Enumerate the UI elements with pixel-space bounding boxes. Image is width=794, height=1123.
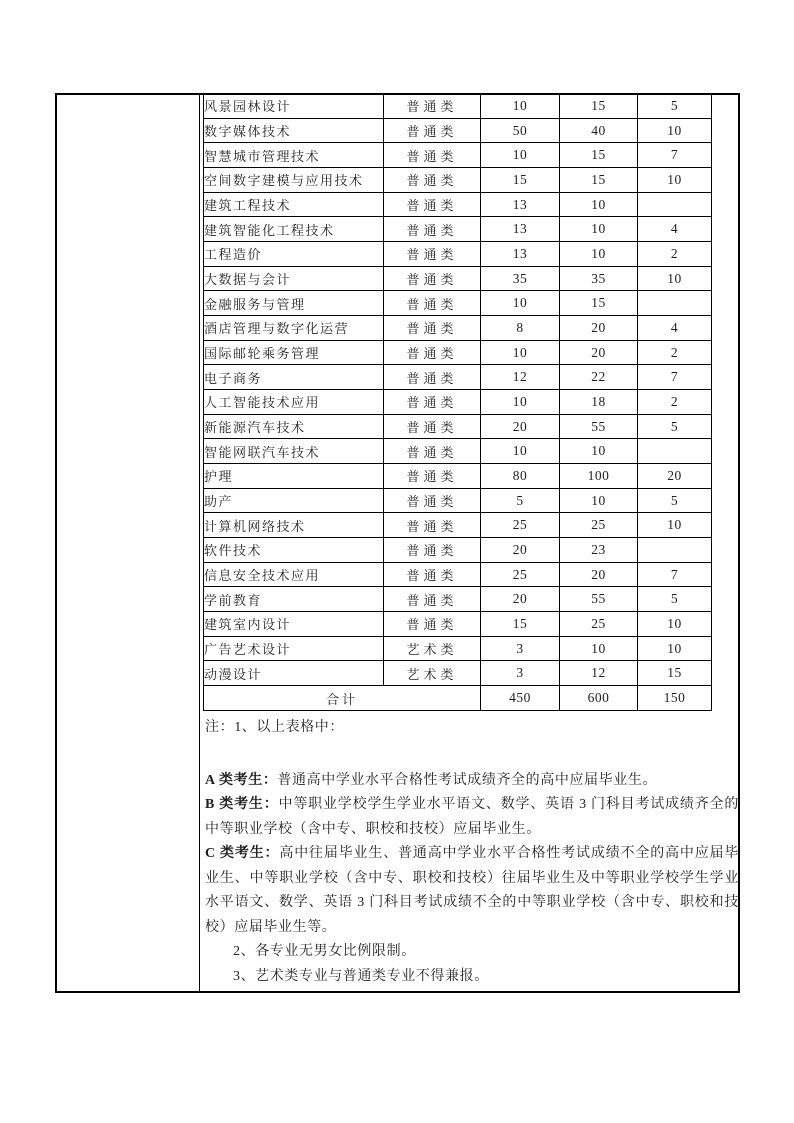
major-cell: 建筑室内设计	[204, 612, 384, 637]
table-row	[204, 192, 712, 217]
plan-c-cell	[638, 538, 712, 563]
major-cell: 信息安全技术应用	[204, 562, 384, 587]
table-row	[204, 538, 712, 563]
category-cell: 普通类	[384, 192, 481, 217]
category-cell: 普通类	[384, 217, 481, 242]
plan-b-cell: 20	[560, 340, 638, 365]
outer-right-cell	[200, 95, 739, 991]
plan-c-cell: 20	[638, 464, 712, 489]
major-cell: 新能源汽车技术	[204, 414, 384, 439]
note-extra-line: 3、艺术类专业与普通类专业不得兼报。	[233, 968, 489, 984]
notes-section	[205, 716, 739, 989]
plan-c-cell: 10	[638, 513, 712, 538]
plan-c-cell: 10	[638, 266, 712, 291]
category-cell: 普通类	[384, 143, 481, 168]
plan-c-cell: 10	[638, 168, 712, 193]
major-cell: 智能网联汽车技术	[204, 439, 384, 464]
plan-b-cell: 10	[560, 439, 638, 464]
note-intro: 注：1、以上表格中：	[205, 720, 344, 735]
plan-a-cell: 10	[481, 390, 560, 415]
category-cell: 普通类	[384, 168, 481, 193]
note-line: C 类考生：高中往届毕业生、普通高中学业水平合格性考试成绩不全的高中应届毕	[205, 846, 739, 861]
plan-b-cell: 15	[560, 291, 638, 316]
plan-a-cell: 10	[481, 94, 560, 119]
plan-c-cell: 4	[638, 316, 712, 341]
plan-c-cell: 4	[638, 217, 712, 242]
plan-c-cell: 5	[638, 94, 712, 119]
plan-a-cell: 20	[481, 414, 560, 439]
plan-b-cell: 10	[560, 242, 638, 267]
total-plan-a-cell: 450	[481, 686, 560, 711]
plan-c-cell: 10	[638, 118, 712, 143]
major-cell: 电子商务	[204, 365, 384, 390]
table-row	[204, 143, 712, 168]
table-row	[204, 513, 712, 538]
major-cell: 软件技术	[204, 538, 384, 563]
major-cell: 金融服务与管理	[204, 291, 384, 316]
plan-a-cell: 25	[481, 513, 560, 538]
category-cell: 普通类	[384, 587, 481, 612]
major-cell: 风景园林设计	[204, 94, 384, 119]
category-cell: 普通类	[384, 94, 481, 119]
plan-c-cell: 5	[638, 414, 712, 439]
plan-b-cell: 15	[560, 168, 638, 193]
note-line: 校）应届毕业生等。	[205, 919, 337, 935]
table-row	[204, 439, 712, 464]
category-cell: 普通类	[384, 414, 481, 439]
major-cell: 智慧城市管理技术	[204, 143, 384, 168]
table-row	[204, 587, 712, 612]
table-row	[204, 464, 712, 489]
plan-b-cell: 10	[560, 192, 638, 217]
plan-c-cell	[638, 192, 712, 217]
total-row	[204, 686, 712, 711]
note-line: 水平语文、数学、英语 3 门科目考试成绩不全的中等职业学校（含中专、职校和技	[205, 895, 739, 910]
plan-b-cell: 20	[560, 562, 638, 587]
plan-c-cell: 15	[638, 661, 712, 686]
table-row	[204, 94, 712, 119]
plan-a-cell: 3	[481, 661, 560, 686]
category-cell: 艺术类	[384, 636, 481, 661]
table-row	[204, 612, 712, 637]
table-row	[204, 414, 712, 439]
plan-c-cell: 2	[638, 390, 712, 415]
table-row	[204, 291, 712, 316]
total-plan-c-cell: 150	[638, 686, 712, 711]
category-cell: 普通类	[384, 340, 481, 365]
plan-a-cell: 13	[481, 192, 560, 217]
plan-a-cell: 13	[481, 242, 560, 267]
plan-a-cell: 20	[481, 587, 560, 612]
plan-c-cell: 10	[638, 636, 712, 661]
category-cell: 普通类	[384, 390, 481, 415]
plan-c-cell: 7	[638, 143, 712, 168]
category-cell: 普通类	[384, 439, 481, 464]
table-row	[204, 118, 712, 143]
outer-table	[55, 93, 740, 993]
plan-c-cell: 5	[638, 488, 712, 513]
table-row	[204, 266, 712, 291]
note-line: B 类考生：中等职业学校学生学业水平语文、数学、英语 3 门科目考试成绩齐全的	[205, 797, 739, 812]
category-cell: 普通类	[384, 464, 481, 489]
plan-a-cell: 35	[481, 266, 560, 291]
plan-a-cell: 50	[481, 118, 560, 143]
plan-b-cell: 10	[560, 488, 638, 513]
major-cell: 空间数字建模与应用技术	[204, 168, 384, 193]
category-cell: 艺术类	[384, 661, 481, 686]
table-row	[204, 636, 712, 661]
category-cell: 普通类	[384, 365, 481, 390]
major-cell: 广告艺术设计	[204, 636, 384, 661]
plan-b-cell: 22	[560, 365, 638, 390]
total-label-cell: 合计	[204, 686, 481, 711]
table-row	[204, 340, 712, 365]
table-row	[204, 217, 712, 242]
category-cell: 普通类	[384, 316, 481, 341]
category-cell: 普通类	[384, 612, 481, 637]
plan-b-cell: 25	[560, 513, 638, 538]
plan-b-cell: 23	[560, 538, 638, 563]
major-cell: 酒店管理与数字化运营	[204, 316, 384, 341]
plan-a-cell: 25	[481, 562, 560, 587]
category-cell: 普通类	[384, 266, 481, 291]
table-row	[204, 168, 712, 193]
plan-b-cell: 12	[560, 661, 638, 686]
note-extra-items	[205, 940, 739, 989]
plan-a-cell: 12	[481, 365, 560, 390]
category-cell: 普通类	[384, 513, 481, 538]
note-label: B 类考生：	[205, 797, 279, 812]
table-row	[204, 488, 712, 513]
major-cell: 建筑智能化工程技术	[204, 217, 384, 242]
plan-c-cell: 5	[638, 587, 712, 612]
plan-c-cell	[638, 291, 712, 316]
plan-a-cell: 8	[481, 316, 560, 341]
plan-a-cell: 10	[481, 291, 560, 316]
plan-a-cell: 13	[481, 217, 560, 242]
major-cell: 建筑工程技术	[204, 192, 384, 217]
category-cell: 普通类	[384, 242, 481, 267]
plan-b-cell: 35	[560, 266, 638, 291]
note-label: A 类考生：	[205, 772, 278, 788]
category-cell: 普通类	[384, 291, 481, 316]
major-cell: 学前教育	[204, 587, 384, 612]
plan-b-cell: 20	[560, 316, 638, 341]
plan-b-cell: 15	[560, 94, 638, 119]
category-cell: 普通类	[384, 562, 481, 587]
major-cell: 动漫设计	[204, 661, 384, 686]
major-cell: 助产	[204, 488, 384, 513]
plan-a-cell: 3	[481, 636, 560, 661]
plan-a-cell: 20	[481, 538, 560, 563]
table-row	[204, 661, 712, 686]
plan-table-body	[204, 94, 712, 686]
plan-a-cell: 10	[481, 439, 560, 464]
plan-b-cell: 40	[560, 118, 638, 143]
plan-b-cell: 55	[560, 414, 638, 439]
table-row	[204, 242, 712, 267]
note-label: C 类考生：	[205, 846, 280, 861]
note-line: 中等职业学校（含中专、职校和技校）应届毕业生。	[205, 821, 541, 837]
table-row	[204, 365, 712, 390]
category-cell: 普通类	[384, 538, 481, 563]
plan-c-cell: 2	[638, 242, 712, 267]
plan-c-cell: 2	[638, 340, 712, 365]
table-row	[204, 316, 712, 341]
outer-left-column-empty	[57, 95, 200, 991]
major-cell: 国际邮轮乘务管理	[204, 340, 384, 365]
plan-a-cell: 10	[481, 143, 560, 168]
plan-b-cell: 10	[560, 217, 638, 242]
plan-a-cell: 5	[481, 488, 560, 513]
plan-table-footer	[204, 686, 712, 711]
plan-a-cell: 10	[481, 340, 560, 365]
major-cell: 护理	[204, 464, 384, 489]
note-definitions	[205, 769, 739, 941]
note-extra-line: 2、各专业无男女比例限制。	[233, 944, 416, 959]
major-cell: 数字媒体技术	[204, 118, 384, 143]
plan-c-cell: 7	[638, 562, 712, 587]
plan-b-cell: 55	[560, 587, 638, 612]
plan-c-cell: 7	[638, 365, 712, 390]
category-cell: 普通类	[384, 118, 481, 143]
plan-b-cell: 10	[560, 636, 638, 661]
plan-c-cell: 10	[638, 612, 712, 637]
table-row	[204, 562, 712, 587]
major-cell: 工程造价	[204, 242, 384, 267]
major-cell: 计算机网络技术	[204, 513, 384, 538]
plan-b-cell: 25	[560, 612, 638, 637]
total-plan-b-cell: 600	[560, 686, 638, 711]
plan-a-cell: 15	[481, 612, 560, 637]
major-cell: 大数据与会计	[204, 266, 384, 291]
category-cell: 普通类	[384, 488, 481, 513]
enrollment-plan-table	[203, 93, 712, 711]
note-line: 业生、中等职业学校（含中专、职校和技校）往届毕业生及中等职业学校学生学业	[205, 870, 739, 886]
note-line: A 类考生：普通高中学业水平合格性考试成绩齐全的高中应届毕业生。	[205, 772, 658, 788]
plan-a-cell: 80	[481, 464, 560, 489]
table-row	[204, 390, 712, 415]
plan-b-cell: 18	[560, 390, 638, 415]
plan-b-cell: 15	[560, 143, 638, 168]
plan-a-cell: 15	[481, 168, 560, 193]
plan-c-cell	[638, 439, 712, 464]
major-cell: 人工智能技术应用	[204, 390, 384, 415]
plan-b-cell: 100	[560, 464, 638, 489]
